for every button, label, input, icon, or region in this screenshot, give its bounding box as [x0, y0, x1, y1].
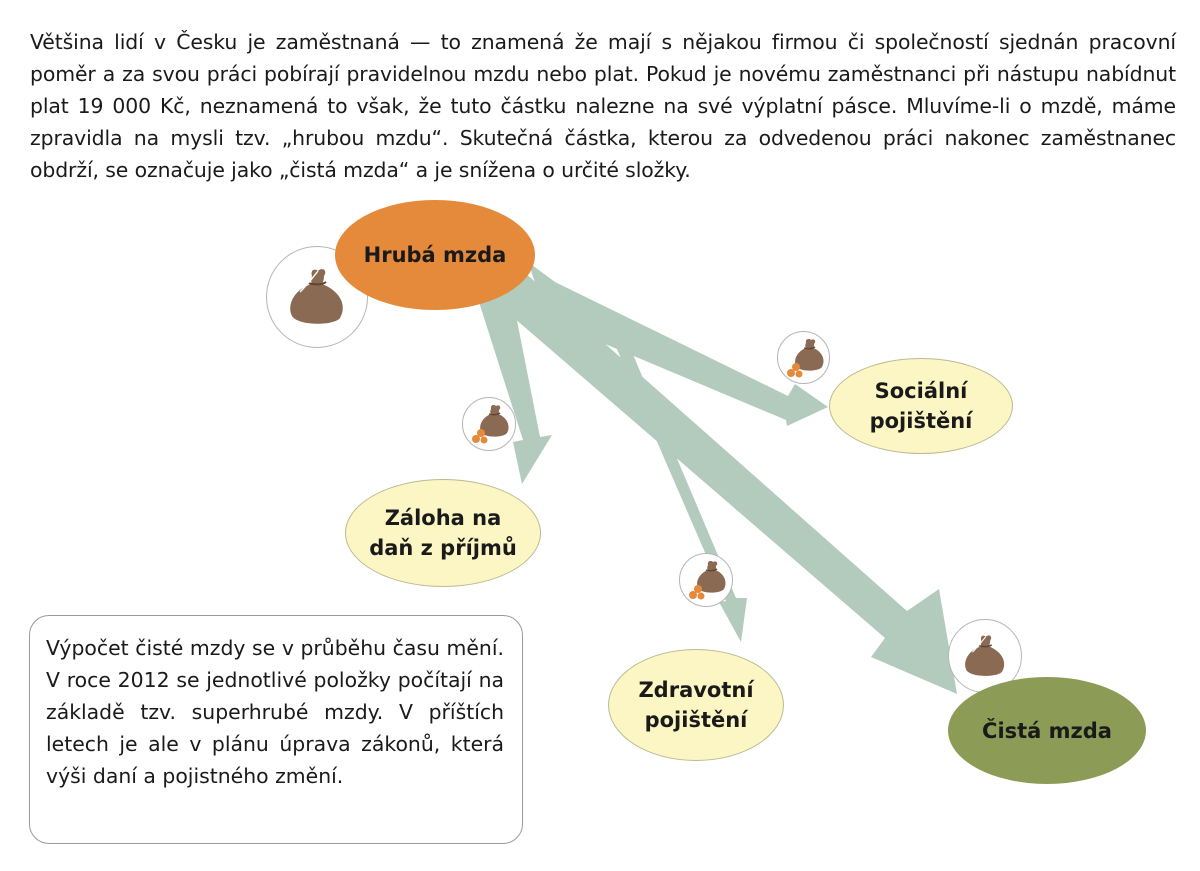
node-gross-wage	[335, 200, 535, 310]
money-bag-with-coins-icon	[684, 558, 728, 602]
node-net-wage-label: Čistá mzda	[982, 718, 1112, 743]
node-income-tax-advance-label: Záloha na daň z příjmů	[369, 506, 517, 560]
note-text: Výpočet čisté mzdy se v průběhu času mění. V roce 2012 se jednotlivé položky počítají na základě tzv. superhrubé mzdy. V příštích letech je ale v plánu úprava zákonů, která výši daní a pojistného změní.	[46, 636, 504, 788]
money-bag-with-coins-icon	[467, 402, 511, 446]
note-box	[29, 615, 523, 844]
node-health-insurance-label: Zdravotní pojištění	[638, 678, 754, 732]
node-net-wage	[948, 677, 1146, 784]
node-income-tax-advance	[345, 479, 541, 587]
node-social-insurance-label: Sociální pojištění	[869, 379, 973, 433]
money-bag-with-coins-icon	[782, 336, 826, 380]
arrow-to-net	[484, 272, 957, 694]
tax-badge	[462, 397, 516, 451]
node-health-insurance	[608, 649, 784, 761]
node-gross-wage-label: Hrubá mzda	[363, 243, 507, 267]
intro-paragraph: Většina lidí v Česku je zaměstnaná — to znamená že mají s nějakou firmou či společností sjednán pracovní poměr a za svou práci pobírají pravidelnou mzdu nebo plat. Pokud je novému zaměstnanci při nástupu nabídnut plat 19 000 Kč, neznamená to však, že tuto částku nalezne na své výplatní pásce. Mluvíme-li o mzdě, máme zpravidla na mysli tzv. „hrubou mzdu“. Skutečná částka, kterou za odvedenou práci nakonec zaměstnanec obdrží, se označuje jako „čistá mzda“ a je snížena o určité složky.	[30, 30, 1176, 182]
social-badge	[777, 331, 830, 384]
money-bag-icon	[959, 630, 1011, 682]
health-badge	[679, 553, 733, 607]
node-social-insurance	[829, 358, 1013, 454]
